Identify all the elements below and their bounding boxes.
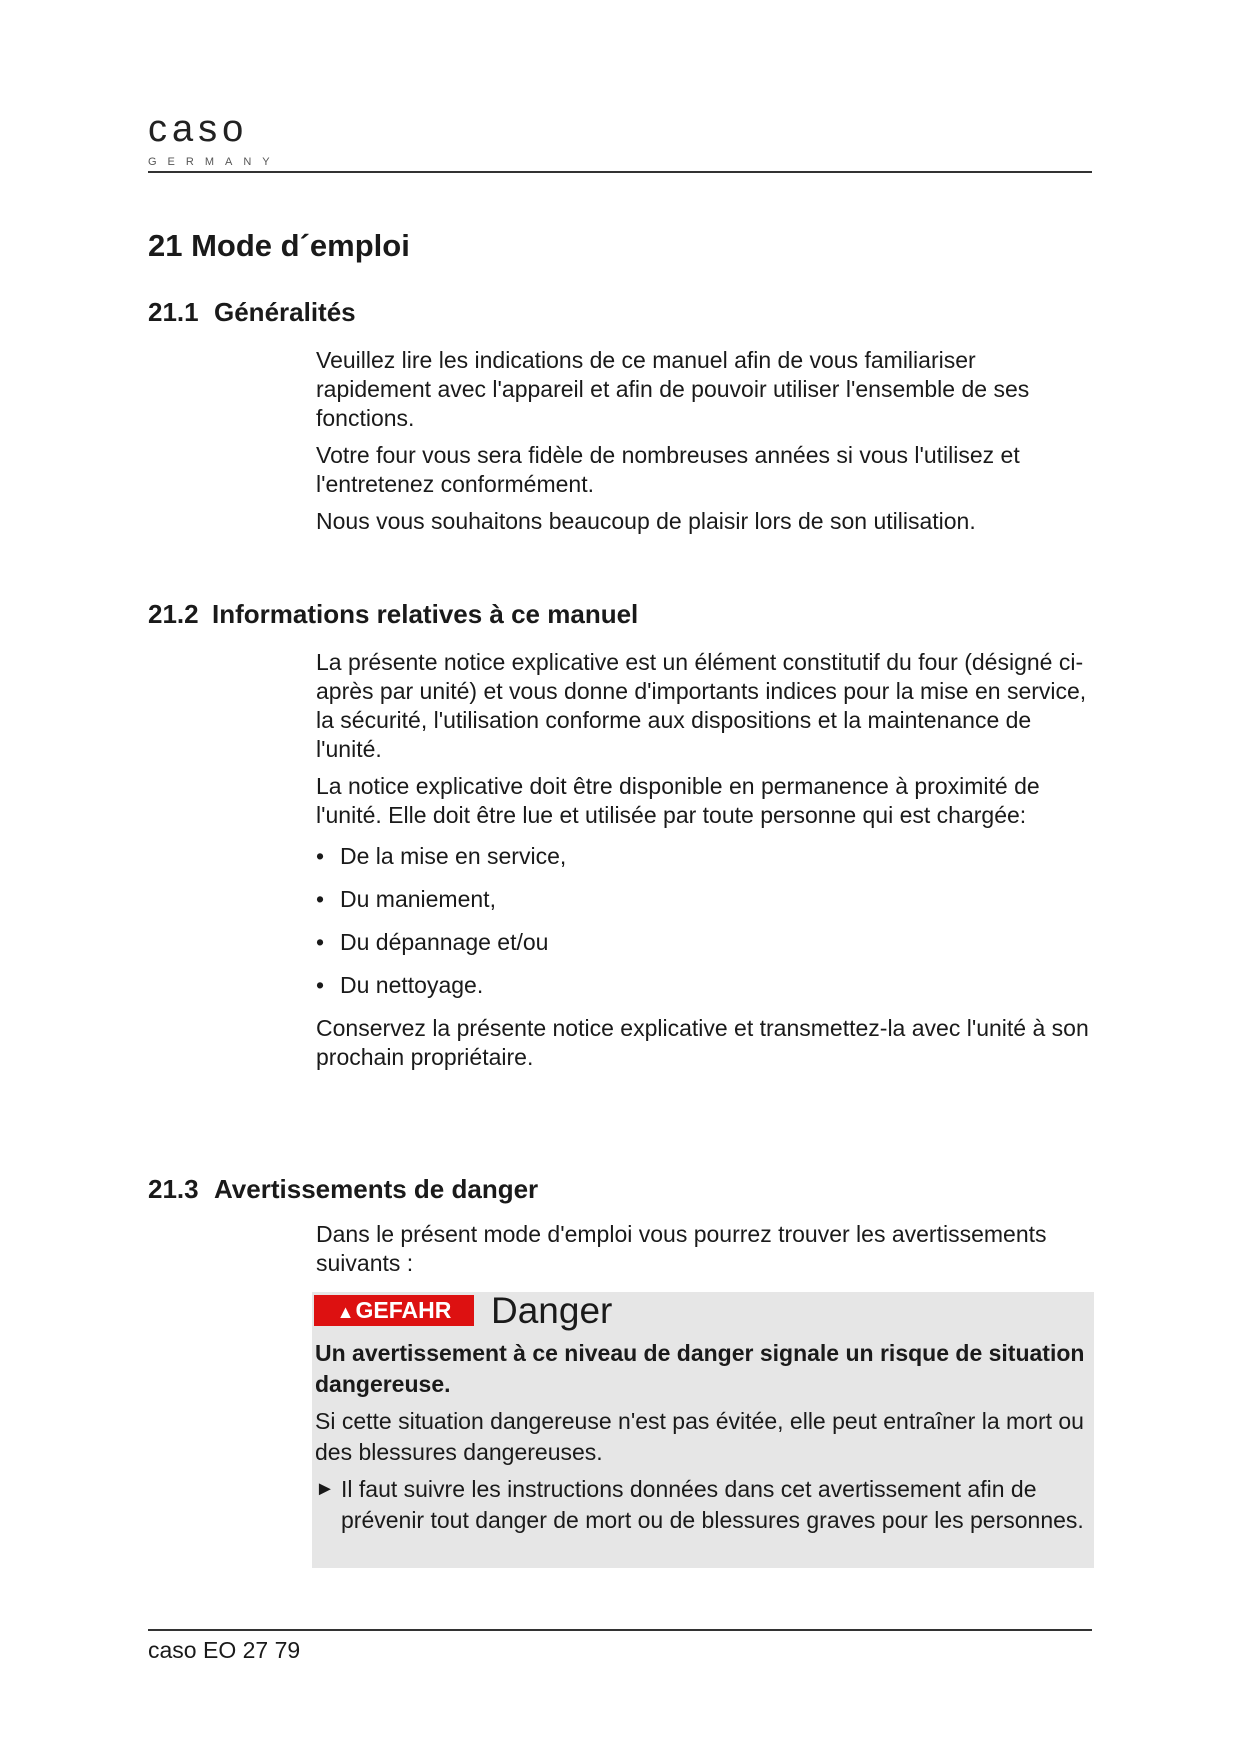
danger-instruction-text: Il faut suivre les instructions données dans cet avertissement afin de prévenir tout danger de mort ou de blessures graves pour les personnes.: [341, 1476, 1084, 1533]
paragraph: Veuillez lire les indications de ce manuel afin de vous familiariser rapidement avec l'appareil et afin de pouvoir utiliser l'ensemble de ses fonctions.: [316, 347, 1030, 431]
section-heading-21-2: [148, 599, 638, 630]
list-item: • Du dépannage et/ou: [316, 928, 1092, 971]
gefahr-text: GEFAHR: [355, 1297, 452, 1323]
list-item: • De la mise en service,: [316, 842, 1092, 885]
paragraph: Votre four vous sera fidèle de nombreuses années si vous l'utilisez et l'entretenez conformément.: [316, 442, 1020, 497]
danger-title: Danger: [491, 1290, 613, 1331]
danger-text: Si cette situation dangereuse n'est pas évitée, elle peut entraîner la mort ou des blessures dangereuses.: [315, 1408, 1084, 1465]
section-number: 21.3: [148, 1174, 199, 1204]
section-title: Généralités: [214, 297, 356, 327]
paragraph: Nous vous souhaitons beaucoup de plaisir lors de son utilisation.: [316, 508, 976, 534]
danger-bold-text: Un avertissement à ce niveau de danger signale un risque de situation dangereuse.: [315, 1340, 1085, 1397]
bullet-list: [316, 842, 1092, 1014]
page-footer: caso EO 27 79: [148, 1637, 301, 1663]
section-21-1-body: [316, 346, 1092, 544]
footer-divider: [148, 1629, 1092, 1631]
paragraph: Conservez la présente notice explicative et transmettez-la avec l'unité à son prochain propriétaire.: [316, 1015, 1089, 1070]
section-heading-21-1: [148, 297, 356, 328]
danger-body: [315, 1338, 1085, 1536]
section-number: 21.1: [148, 297, 199, 327]
list-item: • Du nettoyage.: [316, 971, 1092, 1014]
list-item: • Du maniement,: [316, 885, 1092, 928]
section-heading-21-3: [148, 1174, 538, 1205]
arrow-right-icon: ►: [315, 1478, 335, 1500]
logo-wordmark: caso: [148, 108, 249, 150]
danger-warning-box: [312, 1292, 1094, 1568]
danger-instruction: [315, 1474, 1085, 1536]
logo-subtitle: GERMANY: [148, 156, 281, 168]
gefahr-label: [314, 1295, 474, 1326]
paragraph: La présente notice explicative est un élément constitutif du four (désigné ci-après par unité) et vous donne d'importants indices pour la mise en service, la sécurité, l'utilisation conforme aux dispositions et la maintenance de l'unité.: [316, 649, 1087, 762]
warning-triangle-icon: ▲: [336, 1302, 355, 1322]
section-21-2-body: [316, 648, 1092, 1080]
header-divider: [148, 171, 1092, 173]
paragraph: Dans le présent mode d'emploi vous pourrez trouver les avertissements suivants :: [316, 1221, 1047, 1276]
section-number: 21.2: [148, 599, 199, 629]
section-title: Informations relatives à ce manuel: [212, 599, 639, 629]
chapter-title: 21 Mode d´emploi: [148, 228, 410, 263]
section-title: Avertissements de danger: [214, 1174, 539, 1204]
caso-logo: [148, 108, 281, 168]
paragraph: La notice explicative doit être disponible en permanence à proximité de l'unité. Elle doit être lue et utilisée par toute personne qui est chargée:: [316, 773, 1040, 828]
section-21-3-body: [316, 1220, 1092, 1286]
